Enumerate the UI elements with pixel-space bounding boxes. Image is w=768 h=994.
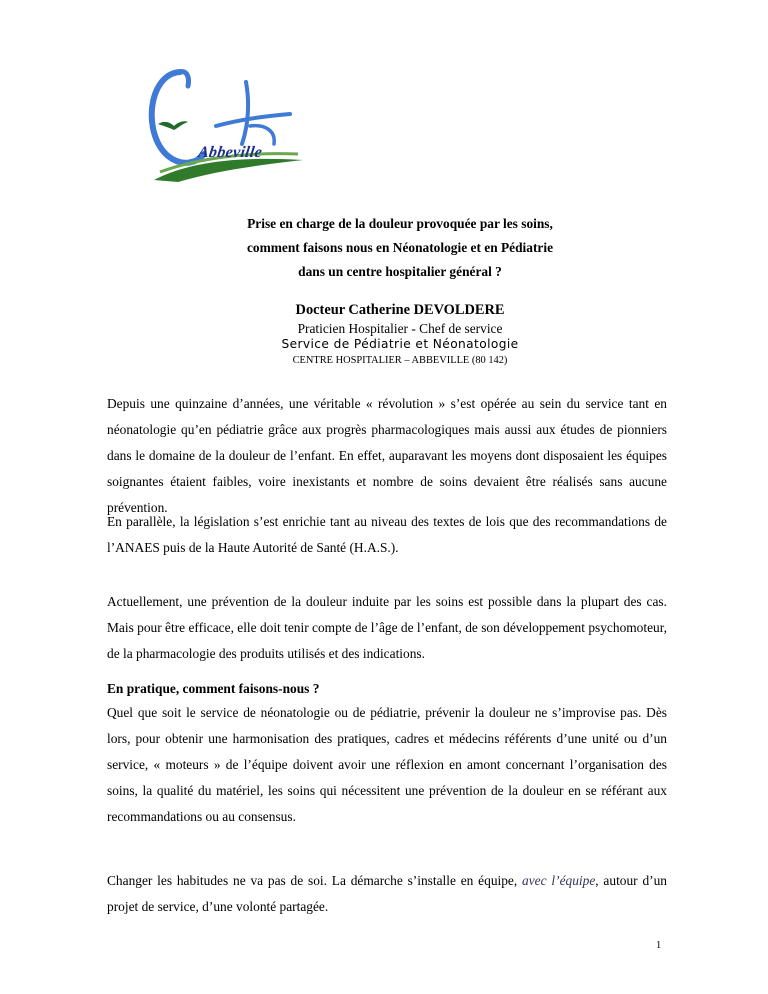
author-hospital: CENTRE HOSPITALIER – ABBEVILLE (80 142) [292,355,508,366]
paragraph-habits-start: Changer les habitudes ne va pas de soi. La démarche s’installe en équipe, [107,873,523,888]
logo-icon [138,64,313,189]
paragraph-habits-end: , autour d’un projet de service, d’une volonté partagée. [107,873,667,914]
paragraph-legislation: En parallèle, la législation s’est enrichie tant au niveau des textes de lois que des recommandations de l’ANAES puis de la Haute Autorité de Santé (H.A.S.). [107,514,667,555]
section-heading: En pratique, comment faisons-nous ? [107,681,320,696]
title-line-1: Prise en charge de la douleur provoquée par les soins, [247,216,553,231]
page-number: 1 [656,940,662,951]
paragraph-habits-emphasis: avec l’équipe [522,873,596,888]
paragraph-intro: Depuis une quinzaine d’années, une véritable « révolution » s’est opérée au sein du service tant en néonatologie qu’en pédiatrie grâce aux progrès pharmacologiques mais aussi aux études de pionniers dans le domaine de la douleur de l’enfant. En effet, auparavant les moyens dont disposaient les équipes soignantes étaient faibles, voire inexistants et nombre de soins devaient être réalisés sans aucune prévention. [107,396,667,515]
author-role: Praticien Hospitalier - Chef de service [297,321,503,336]
paragraph-prevention: Actuellement, une prévention de la douleur induite par les soins est possible dans la plupart des cas. Mais pour être efficace, elle doit tenir compte de l’âge de l’enfant, de son développement psychomoteur, de la pharmacologie des produits utilisés et des indications. [107,594,667,661]
author-name: Docteur Catherine DEVOLDERE [295,302,505,318]
logo-text: Abbeville [196,144,264,161]
title-line-2: comment faisons nous en Néonatologie et en Pédiatrie [246,240,554,255]
title-line-3: dans un centre hospitalier général ? [298,264,502,279]
paragraph-habits [107,868,667,920]
author-service: Service de Pédiatrie et Néonatologie [281,337,519,351]
ch-abbeville-logo [138,64,313,189]
paragraph-practice: Quel que soit le service de néonatologie ou de pédiatrie, prévenir la douleur ne s’improvise pas. Dès lors, pour obtenir une harmonisation des pratiques, cadres et médecins référents d’une unité ou d’un service, « moteurs » de l’équipe doivent avoir une réflexion en amont concernant l’organisation des soins, la qualité du matériel, les soins qui nécessitent une prévention de la douleur en se référant aux recommandations ou au consensus. [107,705,667,824]
